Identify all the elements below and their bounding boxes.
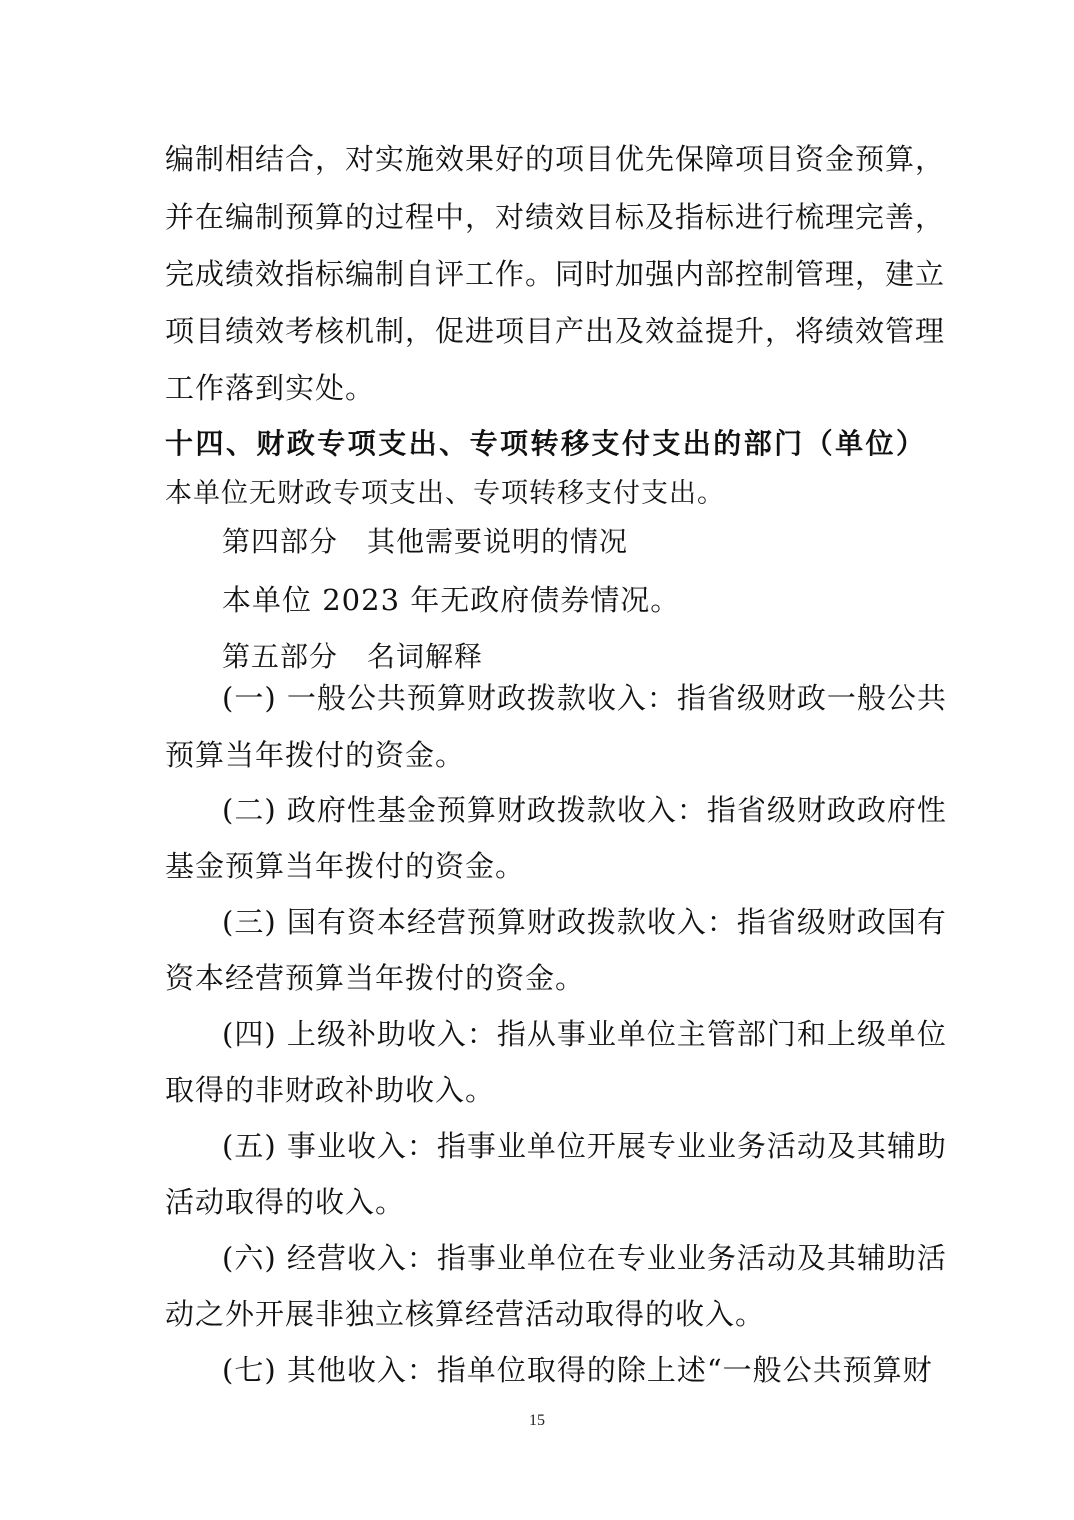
definition-line: 活动取得的收入。 [165, 1185, 406, 1219]
part-text: 本单位 2023 年无政府债券情况。 [222, 583, 681, 617]
definition-line: (六) 经营收入：指事业单位在专业业务活动及其辅助活 [222, 1241, 947, 1275]
part-heading: 第五部分 名词解释 [222, 640, 484, 673]
definition-line: (三) 国有资本经营预算财政拨款收入：指省级财政国有 [222, 905, 947, 939]
definition-line: 资本经营预算当年拨付的资金。 [165, 961, 586, 995]
definition-line: (二) 政府性基金预算财政拨款收入：指省级财政政府性 [222, 793, 947, 827]
definition-line: 动之外开展非独立核算经营活动取得的收入。 [165, 1297, 766, 1331]
body-text-line: 完成绩效指标编制自评工作。同时加强内部控制管理，建立 [165, 257, 946, 291]
definition-line: (四) 上级补助收入：指从事业单位主管部门和上级单位 [222, 1017, 947, 1051]
body-text-line: 编制相结合，对实施效果好的项目优先保障项目资金预算， [165, 142, 946, 176]
definition-line: (一) 一般公共预算财政拨款收入：指省级财政一般公共 [222, 681, 947, 715]
section-heading: 十四、财政专项支出、专项转移支付支出的部门（单位） [165, 427, 925, 460]
page-number: 15 [529, 1412, 545, 1429]
definition-line: 基金预算当年拨付的资金。 [165, 849, 526, 883]
definition-line: 预算当年拨付的资金。 [165, 738, 466, 772]
body-text-line: 工作落到实处。 [165, 371, 376, 405]
definition-line: (七) 其他收入：指单位取得的除上述“一般公共预算财 [222, 1353, 933, 1387]
body-text-line: 项目绩效考核机制，促进项目产出及效益提升，将绩效管理 [165, 314, 946, 348]
definition-line: (五) 事业收入：指事业单位开展专业业务活动及其辅助 [222, 1129, 947, 1163]
section-text: 本单位无财政专项支出、专项转移支付支出。 [165, 478, 725, 509]
definition-line: 取得的非财政补助收入。 [165, 1073, 496, 1107]
body-text-line: 并在编制预算的过程中，对绩效目标及指标进行梳理完善， [165, 200, 946, 234]
part-heading: 第四部分 其他需要说明的情况 [222, 525, 629, 558]
